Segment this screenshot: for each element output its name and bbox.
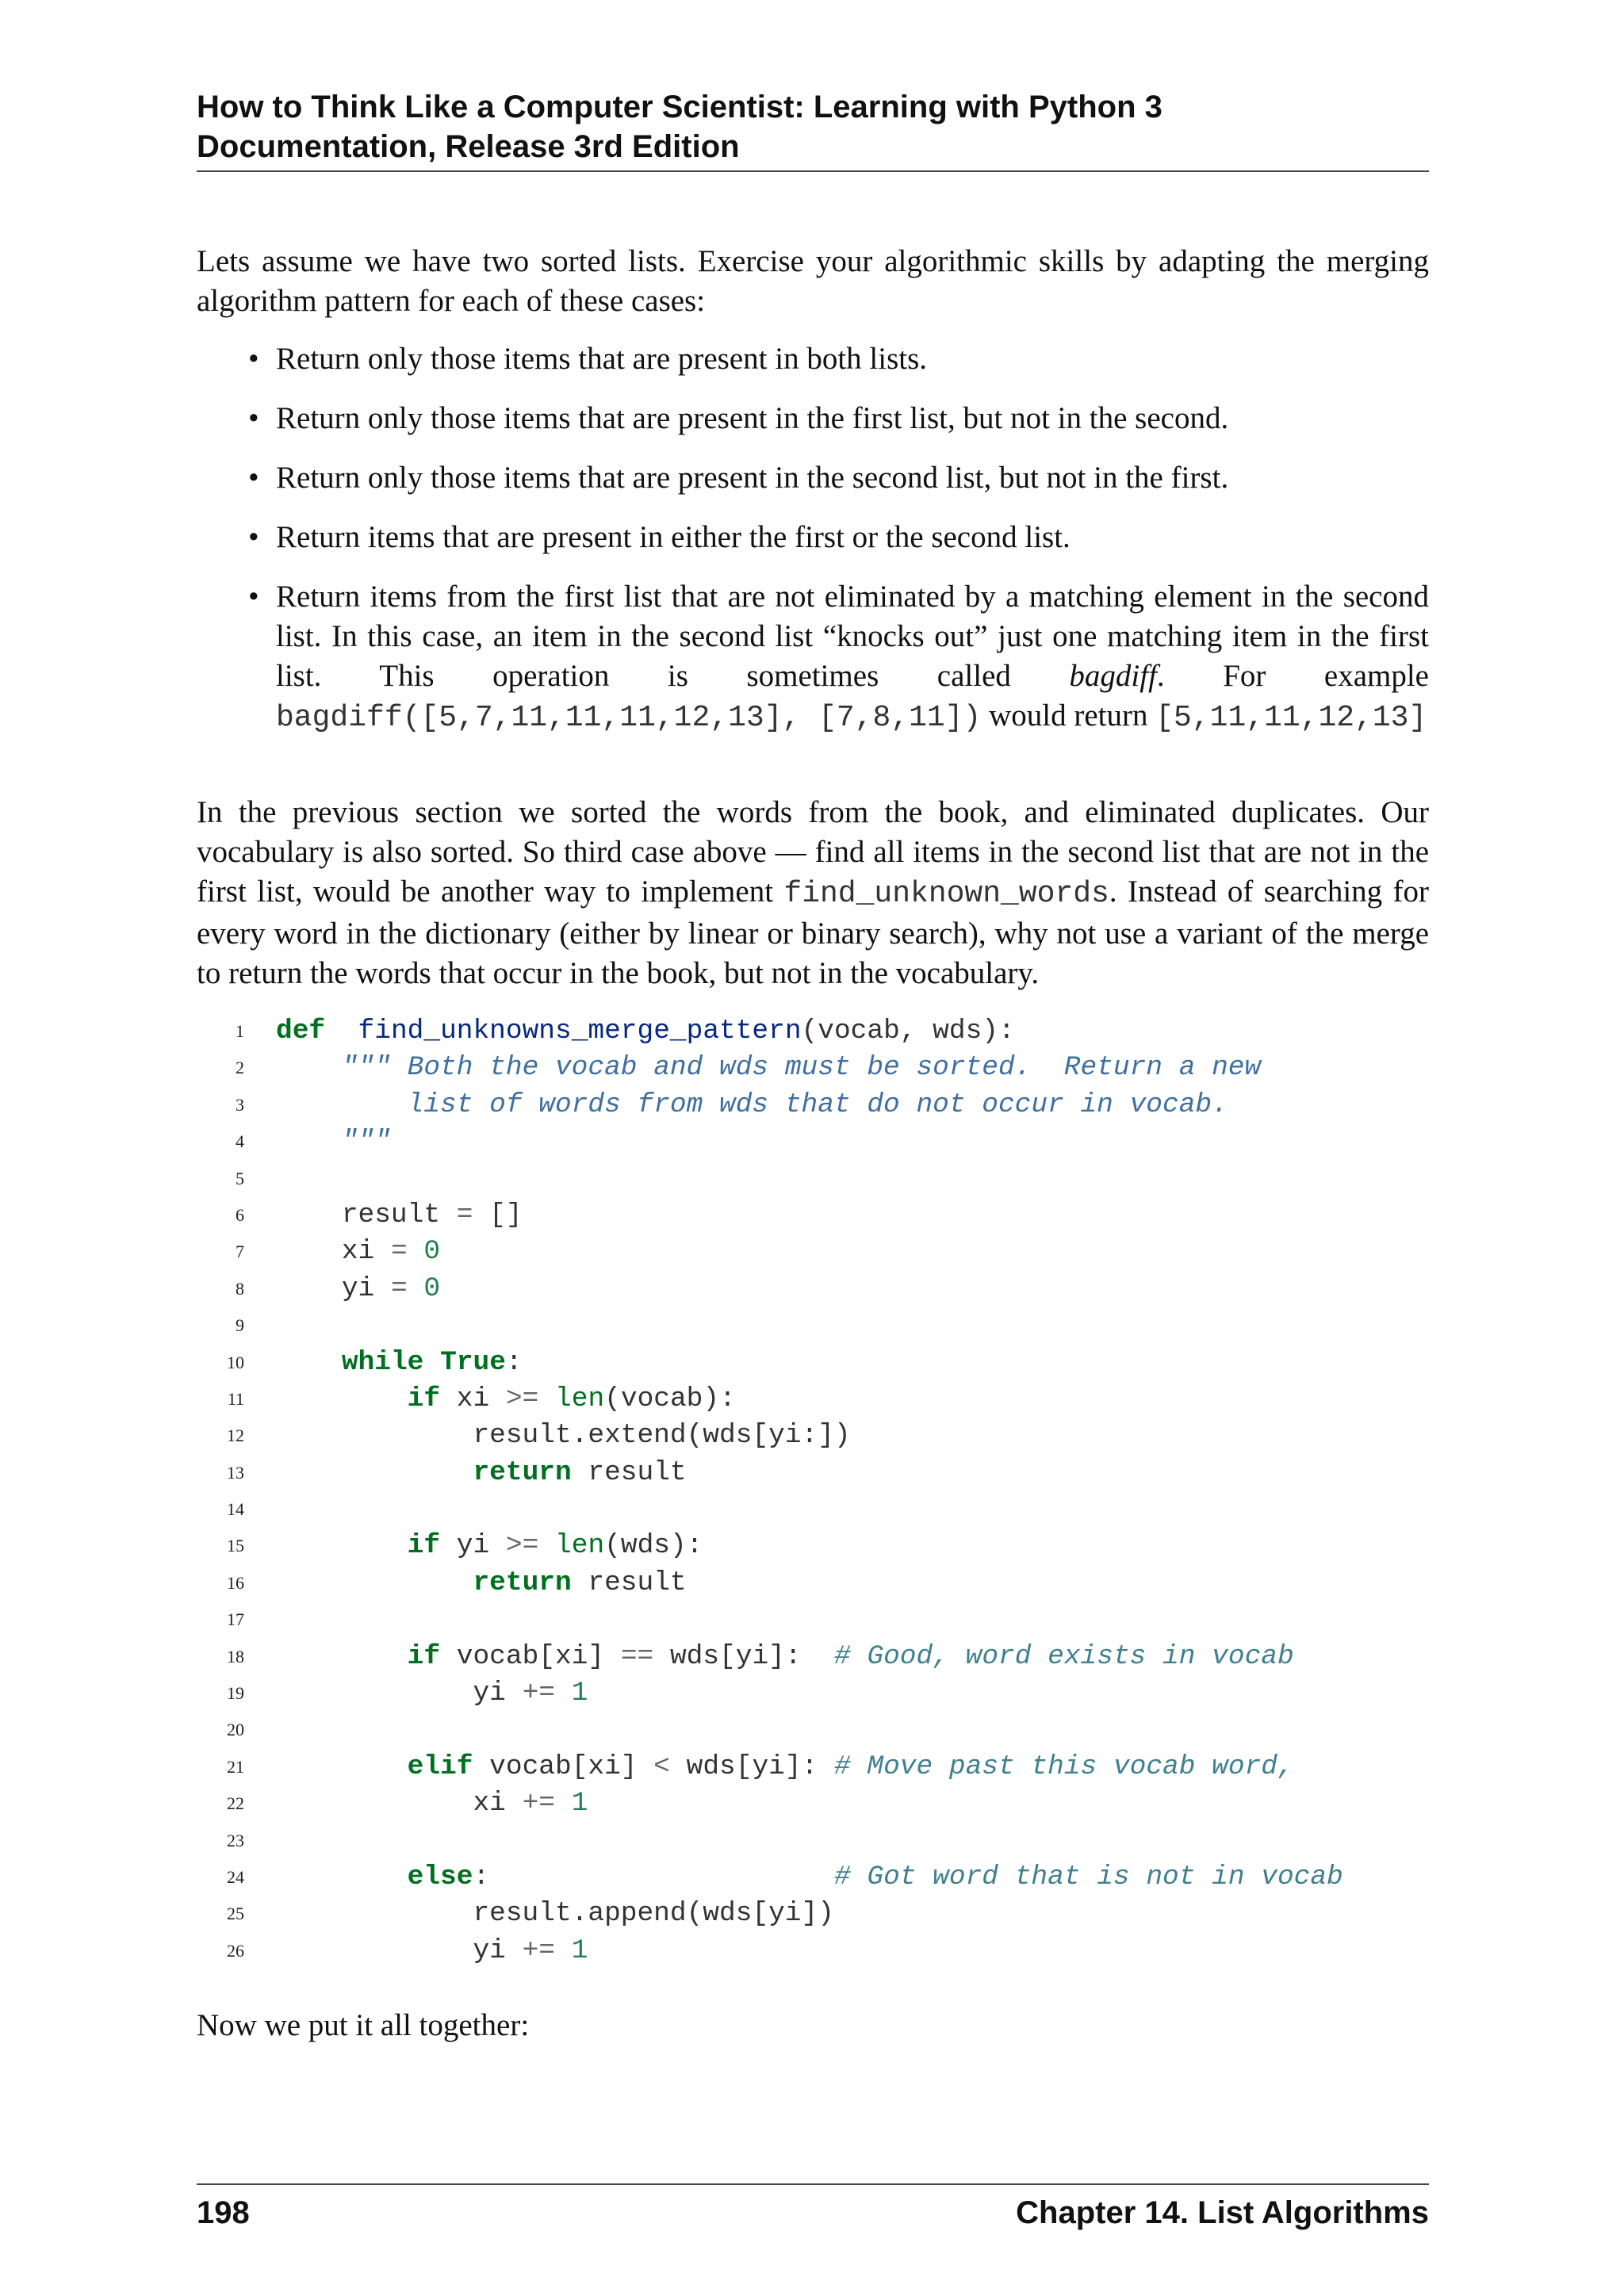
code-token: >= bbox=[505, 1530, 539, 1562]
code-line bbox=[197, 1381, 1450, 1418]
code-text bbox=[276, 1933, 588, 1969]
line-number: 24 bbox=[227, 1866, 244, 1887]
code-token: yi bbox=[440, 1530, 506, 1562]
line-number: 23 bbox=[227, 1830, 244, 1850]
code-token bbox=[538, 1383, 555, 1414]
code-token: if bbox=[407, 1530, 441, 1562]
code-token: # Move past this vocab word, bbox=[833, 1751, 1294, 1782]
code-token bbox=[276, 1126, 342, 1157]
running-header bbox=[197, 87, 1429, 166]
chapter-title: Chapter 14. List Algorithms bbox=[1016, 2195, 1429, 2230]
code-token: : bbox=[505, 1346, 523, 1378]
bullet-icon: • bbox=[248, 520, 259, 554]
paragraph-text: In the previous section we sorted the words from the book, and eliminated duplicates. Our vocabulary is also sorted. So third case above — find all items in the second list that are not in the first list, would be another way to implement bbox=[197, 795, 1429, 909]
code-token: vocab[xi] bbox=[473, 1751, 654, 1782]
line-number: 21 bbox=[227, 1756, 244, 1777]
code-token: True bbox=[440, 1346, 506, 1378]
code-token: if bbox=[407, 1640, 441, 1672]
code-text bbox=[276, 1271, 440, 1307]
line-number: 7 bbox=[236, 1242, 244, 1262]
line-number: 11 bbox=[227, 1388, 244, 1409]
list-item bbox=[197, 518, 1429, 557]
code-token: == bbox=[620, 1640, 654, 1672]
list-item-text: would return bbox=[981, 698, 1156, 733]
bullet-icon: • bbox=[248, 580, 259, 614]
code-token bbox=[276, 1383, 408, 1414]
code-token: result bbox=[276, 1199, 457, 1230]
code-line bbox=[197, 1675, 1450, 1712]
line-number: 25 bbox=[227, 1904, 244, 1924]
code-text bbox=[276, 1785, 588, 1822]
code-token: (wds): bbox=[604, 1530, 703, 1562]
list-item-text: Return only those items that are present in both lists. bbox=[276, 342, 928, 376]
code-token: while bbox=[341, 1346, 424, 1378]
code-token: = bbox=[390, 1236, 408, 1268]
code-text bbox=[276, 1087, 1228, 1123]
code-text bbox=[276, 1749, 1294, 1785]
code-token: xi bbox=[440, 1383, 506, 1414]
bagdiff-term: bagdiff bbox=[1069, 659, 1157, 693]
header-line-1: How to Think Like a Computer Scientist: Learning with Python 3 bbox=[197, 90, 1162, 124]
code-token bbox=[555, 1678, 572, 1709]
code-token: 0 bbox=[423, 1272, 441, 1304]
code-token: yi bbox=[276, 1272, 391, 1304]
list-item-text: Return only those items that are present in the first list, but not in the second. bbox=[276, 401, 1229, 435]
code-token bbox=[423, 1347, 440, 1378]
code-token bbox=[276, 1052, 342, 1083]
code-token bbox=[276, 1530, 408, 1561]
code-token: (vocab): bbox=[604, 1383, 736, 1414]
code-token: result bbox=[571, 1456, 687, 1488]
code-text bbox=[276, 1528, 703, 1564]
code-token: result.append(wds[yi]) bbox=[276, 1898, 834, 1930]
code-token: : bbox=[473, 1861, 834, 1892]
line-number: 20 bbox=[227, 1720, 244, 1740]
page-number: 198 bbox=[197, 2195, 250, 2230]
code-line bbox=[197, 1601, 1450, 1638]
code-line bbox=[197, 1418, 1450, 1454]
list-item bbox=[197, 577, 1429, 738]
header-rule bbox=[197, 170, 1429, 172]
code-text bbox=[276, 1381, 736, 1418]
list-item-text: Return items from the first list that are not eliminated by a matching element in the second list. In this case, an item in the second list “knocks out” just one matching item in the first list. This operation is sometimes called bbox=[276, 580, 1429, 693]
code-line bbox=[197, 1859, 1450, 1896]
code-token: return bbox=[473, 1456, 572, 1488]
code-line bbox=[197, 1161, 1450, 1197]
code-token: """ Both the vocab and wds must be sorted. Return a new bbox=[341, 1052, 1262, 1084]
code-token: 0 bbox=[423, 1236, 441, 1268]
list-item-text: Return items that are present in either the first or the second list. bbox=[276, 520, 1071, 554]
code-token: 1 bbox=[571, 1678, 588, 1709]
intro-paragraph: Lets assume we have two sorted lists. Exercise your algorithmic skills by adapting the merging algorithm pattern for each of these cases: bbox=[197, 244, 1429, 318]
line-number: 12 bbox=[227, 1425, 244, 1446]
line-number: 16 bbox=[227, 1572, 244, 1593]
line-number: 26 bbox=[227, 1940, 244, 1961]
code-text bbox=[276, 1565, 687, 1601]
code-line bbox=[197, 1639, 1450, 1675]
code-token: result.extend(wds[yi:]) bbox=[276, 1420, 851, 1452]
code-token: = bbox=[456, 1199, 473, 1230]
code-text bbox=[276, 1455, 687, 1491]
code-token bbox=[408, 1236, 424, 1267]
code-token bbox=[325, 1016, 358, 1047]
code-token: return bbox=[473, 1567, 572, 1598]
paragraph-text: . Instead of searching for every word in the dictionary (either by linear or binary search), why not use a variant of the merge to return the words that occur in the book, but not in the vocabulary. bbox=[197, 874, 1430, 990]
list-item-text: . For example bbox=[1156, 659, 1429, 693]
code-listing bbox=[197, 1013, 1450, 1969]
list-item bbox=[197, 458, 1429, 498]
code-token: 1 bbox=[571, 1788, 588, 1820]
code-line bbox=[197, 1785, 1450, 1822]
code-text bbox=[276, 1234, 440, 1270]
code-token: wds[yi]: bbox=[653, 1640, 834, 1672]
code-line bbox=[197, 1491, 1450, 1528]
line-number: 19 bbox=[227, 1683, 244, 1704]
code-token: yi bbox=[276, 1934, 523, 1966]
code-line bbox=[197, 1823, 1450, 1859]
line-number: 10 bbox=[227, 1352, 244, 1372]
code-token bbox=[276, 1089, 408, 1120]
code-line bbox=[197, 1123, 1450, 1160]
code-token: # Got word that is not in vocab bbox=[833, 1861, 1343, 1892]
merge-paragraph bbox=[197, 793, 1429, 993]
page bbox=[197, 0, 1429, 2296]
code-line bbox=[197, 1197, 1450, 1234]
code-token: # Good, word exists in vocab bbox=[833, 1640, 1294, 1672]
code-line bbox=[197, 1234, 1450, 1270]
code-token: yi bbox=[276, 1678, 523, 1709]
code-token: elif bbox=[407, 1751, 473, 1782]
code-line bbox=[197, 1345, 1450, 1381]
code-text bbox=[276, 1013, 1015, 1050]
code-token: len bbox=[555, 1530, 605, 1562]
inline-code: find_unknown_words bbox=[783, 877, 1109, 911]
code-token bbox=[276, 1751, 408, 1782]
code-token bbox=[276, 1641, 408, 1672]
cases-list bbox=[197, 339, 1429, 758]
code-token: += bbox=[522, 1788, 555, 1820]
code-line bbox=[197, 1307, 1450, 1344]
code-token: = bbox=[390, 1272, 408, 1304]
code-token: < bbox=[653, 1751, 670, 1782]
code-text bbox=[276, 1859, 1343, 1896]
code-token bbox=[538, 1530, 555, 1561]
code-text bbox=[276, 1197, 523, 1234]
inline-code: bagdiff([5,7,11,11,11,12,13], [7,8,11]) bbox=[276, 701, 982, 735]
code-token: wds[yi]: bbox=[669, 1751, 834, 1782]
code-token: find_unknowns_merge_pattern bbox=[358, 1016, 802, 1047]
code-token: (vocab, wds): bbox=[801, 1016, 1015, 1047]
line-number: 17 bbox=[227, 1609, 244, 1630]
code-token bbox=[555, 1935, 572, 1966]
code-token bbox=[276, 1567, 473, 1598]
code-line bbox=[197, 1455, 1450, 1491]
code-token: xi bbox=[276, 1788, 523, 1820]
code-line bbox=[197, 1565, 1450, 1601]
line-number: 6 bbox=[236, 1204, 244, 1225]
closing-paragraph: Now we put it all together: bbox=[197, 2008, 530, 2042]
code-text bbox=[276, 1345, 523, 1381]
bullet-icon: • bbox=[248, 461, 259, 495]
bullet-icon: • bbox=[248, 342, 259, 376]
code-line bbox=[197, 1749, 1450, 1785]
code-line bbox=[197, 1933, 1450, 1969]
line-number: 8 bbox=[236, 1278, 244, 1299]
code-token: >= bbox=[505, 1383, 539, 1414]
list-item bbox=[197, 339, 1429, 379]
list-item-text: Return only those items that are present in the second list, but not in the first. bbox=[276, 461, 1229, 495]
code-token bbox=[555, 1788, 572, 1819]
line-number: 15 bbox=[227, 1536, 244, 1556]
line-number: 3 bbox=[236, 1094, 244, 1115]
inline-code: [5,11,11,12,13] bbox=[1155, 701, 1427, 735]
code-line bbox=[197, 1087, 1450, 1123]
code-token: 1 bbox=[571, 1934, 588, 1966]
code-line bbox=[197, 1896, 1450, 1932]
code-token bbox=[408, 1273, 424, 1304]
code-token: def bbox=[276, 1016, 326, 1047]
code-token: if bbox=[407, 1383, 441, 1414]
code-token: xi bbox=[276, 1236, 391, 1268]
code-token: list of words from wds that do not occur in vocab. bbox=[407, 1089, 1228, 1120]
code-text bbox=[276, 1896, 834, 1932]
line-number: 13 bbox=[227, 1462, 244, 1483]
code-token bbox=[276, 1347, 342, 1378]
code-token: """ bbox=[341, 1126, 391, 1158]
code-token: += bbox=[522, 1678, 555, 1709]
code-text bbox=[276, 1639, 1294, 1675]
code-token: += bbox=[522, 1934, 555, 1966]
header-line-2: Documentation, Release 3rd Edition bbox=[197, 129, 740, 164]
line-number: 14 bbox=[227, 1499, 244, 1520]
code-token bbox=[276, 1862, 408, 1892]
code-line bbox=[197, 1271, 1450, 1307]
line-number: 5 bbox=[236, 1168, 244, 1188]
line-number: 9 bbox=[236, 1315, 244, 1336]
code-line bbox=[197, 1013, 1450, 1050]
code-token: else bbox=[407, 1861, 473, 1892]
code-text bbox=[276, 1123, 391, 1160]
bullet-icon: • bbox=[248, 401, 259, 435]
code-line bbox=[197, 1050, 1450, 1086]
code-token: len bbox=[555, 1383, 605, 1414]
line-number: 22 bbox=[227, 1793, 244, 1814]
code-token: vocab[xi] bbox=[440, 1640, 621, 1672]
line-number: 18 bbox=[227, 1646, 244, 1667]
code-text bbox=[276, 1050, 1261, 1086]
code-token: result bbox=[571, 1567, 687, 1598]
code-text bbox=[276, 1418, 851, 1454]
list-item bbox=[197, 399, 1429, 438]
code-line bbox=[197, 1528, 1450, 1564]
line-number: 1 bbox=[236, 1021, 244, 1041]
code-line bbox=[197, 1712, 1450, 1748]
code-text bbox=[276, 1675, 588, 1712]
footer-rule bbox=[197, 2183, 1429, 2185]
code-token bbox=[276, 1457, 473, 1488]
line-number: 4 bbox=[236, 1131, 244, 1152]
line-number: 2 bbox=[236, 1058, 244, 1078]
code-token: [] bbox=[473, 1199, 523, 1230]
